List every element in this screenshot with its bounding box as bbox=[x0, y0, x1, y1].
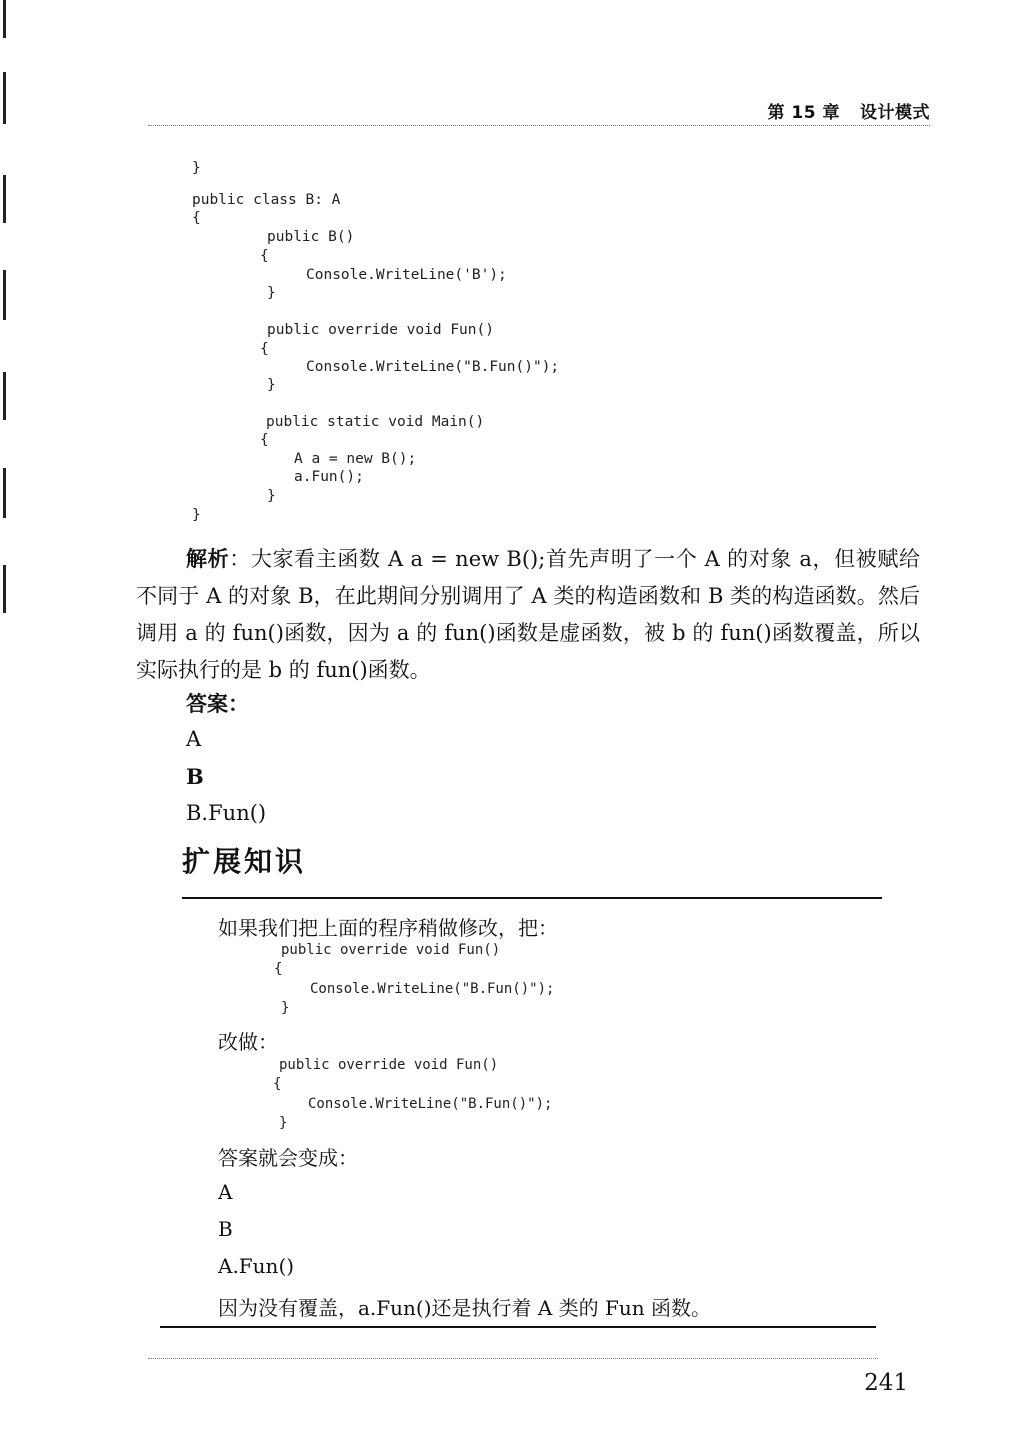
result-line: A bbox=[218, 1180, 233, 1204]
section-title: 扩展知识 bbox=[182, 845, 307, 878]
running-header bbox=[768, 98, 931, 123]
code-line: public B() bbox=[267, 229, 355, 245]
code-line: } bbox=[267, 488, 276, 504]
analysis-paragraph bbox=[136, 540, 920, 689]
code-line: { bbox=[260, 432, 269, 448]
code-line: } bbox=[192, 507, 201, 523]
code-line: { bbox=[260, 248, 269, 264]
code-line: public class B: A bbox=[192, 192, 341, 208]
analysis-text: ：大家看主函数 A a = new B();首先声明了一个 A 的对象 a，但被赋给不同于 A 的对象 B，在此期间分别调用了 A 类的构造函数和 B 类的构造函数。然后调用 a 的 fun()函数，因为 a 的 fun()函数是虚函数，被 b 的 fun()函数覆盖，所以实际执行的是 b 的 fun()函数。 bbox=[136, 547, 920, 682]
change-label: 改做： bbox=[218, 1030, 278, 1054]
code-line: Console.WriteLine("B.Fun()"); bbox=[308, 1096, 553, 1112]
margin-mark bbox=[3, 270, 6, 320]
margin-mark bbox=[3, 175, 6, 223]
result-line: B bbox=[218, 1217, 233, 1241]
code-line: { bbox=[274, 961, 283, 977]
code-line: a.Fun(); bbox=[294, 469, 364, 485]
code-line: } bbox=[281, 1000, 290, 1016]
answer-line: B bbox=[186, 764, 204, 789]
section-bottom-rule bbox=[160, 1326, 876, 1328]
code-line: A a = new B(); bbox=[294, 451, 417, 467]
code-line: public static void Main() bbox=[266, 414, 485, 430]
code-line: } bbox=[279, 1115, 288, 1131]
margin-mark bbox=[3, 468, 6, 518]
code-line: } bbox=[267, 285, 276, 301]
analysis-label: 解析 bbox=[186, 546, 230, 571]
answer-line: B.Fun() bbox=[186, 801, 267, 825]
result-line: A.Fun() bbox=[218, 1254, 295, 1278]
extension-intro: 如果我们把上面的程序稍做修改，把： bbox=[218, 916, 558, 940]
margin-mark bbox=[3, 72, 6, 124]
answer-label: 答案： bbox=[186, 691, 249, 716]
answer-line: A bbox=[186, 727, 202, 751]
code-line: public override void Fun() bbox=[267, 322, 494, 338]
code-line: } bbox=[192, 160, 201, 176]
code-line: } bbox=[267, 377, 276, 393]
page-number: 241 bbox=[864, 1370, 908, 1396]
code-line: { bbox=[260, 341, 269, 357]
code-line: Console.WriteLine("B.Fun()"); bbox=[310, 981, 555, 997]
code-line: public override void Fun() bbox=[279, 1057, 499, 1073]
code-line: Console.WriteLine("B.Fun()"); bbox=[306, 359, 560, 375]
footer-rule bbox=[148, 1358, 878, 1359]
code-line: { bbox=[192, 210, 201, 226]
section-rule bbox=[182, 897, 882, 899]
header-rule bbox=[148, 125, 930, 126]
chapter-number: 第 15 章 bbox=[767, 103, 840, 123]
margin-mark bbox=[3, 0, 6, 38]
conclusion-text: 因为没有覆盖，a.Fun()还是执行着 A 类的 Fun 函数。 bbox=[218, 1296, 712, 1320]
result-label: 答案就会变成： bbox=[218, 1146, 358, 1170]
margin-mark bbox=[3, 565, 6, 613]
code-line: Console.WriteLine('B'); bbox=[306, 267, 507, 283]
chapter-title: 设计模式 bbox=[860, 103, 930, 123]
margin-mark bbox=[3, 372, 6, 420]
code-line: public override void Fun() bbox=[281, 942, 501, 958]
code-line: { bbox=[273, 1076, 282, 1092]
